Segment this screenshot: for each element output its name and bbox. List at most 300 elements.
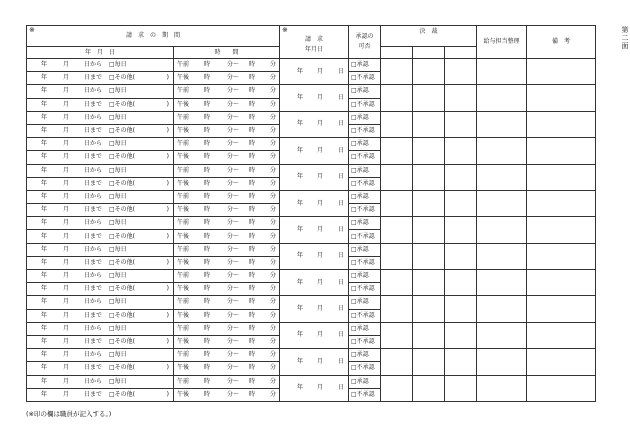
- decision-stamp-1[interactable]: [381, 164, 413, 190]
- request-date-field[interactable]: [280, 190, 349, 216]
- daily-checkbox: □毎日: [109, 192, 127, 200]
- disapprove-checkbox[interactable]: [349, 230, 381, 243]
- approve-label: □承認: [351, 377, 369, 385]
- minute-unit: 分: [270, 153, 277, 161]
- year-unit: 年: [41, 311, 48, 319]
- approve-checkbox[interactable]: [349, 322, 381, 335]
- approve-checkbox[interactable]: [349, 217, 381, 230]
- table-row: [27, 164, 596, 177]
- minute-from-unit: 分～: [227, 245, 240, 253]
- decision-stamp-3[interactable]: [445, 85, 477, 111]
- disapprove-checkbox[interactable]: [349, 388, 381, 401]
- table-row: [27, 296, 596, 309]
- hour-unit: 時: [204, 127, 211, 135]
- hour-unit: 時: [204, 245, 211, 253]
- disapprove-checkbox[interactable]: [349, 335, 381, 348]
- decision-stamp-1[interactable]: [381, 243, 413, 269]
- day-unit: 日: [338, 120, 345, 128]
- end-date-field[interactable]: [27, 283, 174, 296]
- hour-unit: 時: [249, 364, 256, 372]
- start-date-field[interactable]: [27, 349, 174, 362]
- minute-unit: 分: [270, 272, 277, 280]
- disapprove-checkbox[interactable]: [349, 124, 381, 137]
- start-time-field[interactable]: [174, 138, 280, 151]
- payroll-field[interactable]: [477, 59, 527, 85]
- end-date-field[interactable]: [27, 335, 174, 348]
- hour-unit: 時: [204, 377, 211, 385]
- decision-stamp-2[interactable]: [413, 111, 445, 137]
- approve-label: □承認: [351, 351, 369, 359]
- decision-stamp-3[interactable]: [445, 217, 477, 243]
- end-time-field[interactable]: [174, 124, 280, 137]
- approve-checkbox[interactable]: [349, 296, 381, 309]
- request-date-field[interactable]: [280, 349, 349, 375]
- disapprove-label: □不承認: [351, 153, 375, 161]
- remarks-field[interactable]: [527, 322, 596, 348]
- am-label: 午前: [177, 61, 190, 69]
- month-unit: 月: [63, 153, 70, 161]
- decision-stamp-3[interactable]: [445, 190, 477, 216]
- month-unit: 月: [317, 357, 324, 365]
- request-date-field[interactable]: [280, 270, 349, 296]
- decision-stamp-1[interactable]: [381, 138, 413, 164]
- decision-stamp-3[interactable]: [445, 59, 477, 85]
- month-unit: 月: [63, 140, 70, 148]
- from-day-unit: 日から: [84, 87, 103, 95]
- table-row: [27, 270, 596, 283]
- pm-label: 午後: [177, 206, 190, 214]
- year-unit: 年: [41, 74, 48, 82]
- hour-unit: 時: [249, 61, 256, 69]
- request-date-field[interactable]: [280, 375, 349, 401]
- hour-unit: 時: [249, 390, 256, 398]
- hour-unit: 時: [249, 153, 256, 161]
- start-date-field[interactable]: [27, 296, 174, 309]
- end-time-field[interactable]: [174, 335, 280, 348]
- decision-stamp-3[interactable]: [445, 349, 477, 375]
- minute-from-unit: 分～: [227, 166, 240, 174]
- remarks-field[interactable]: [527, 217, 596, 243]
- start-date-field[interactable]: [27, 217, 174, 230]
- hour-unit: 時: [249, 258, 256, 266]
- daily-checkbox: □毎日: [109, 140, 127, 148]
- time-column-header: [174, 47, 280, 59]
- remarks-field[interactable]: [527, 190, 596, 216]
- approve-label: □承認: [351, 61, 369, 69]
- start-time-field[interactable]: [174, 85, 280, 98]
- approve-checkbox[interactable]: [349, 138, 381, 151]
- to-day-unit: 日まで: [84, 127, 103, 135]
- year-unit: 年: [41, 338, 48, 346]
- minute-unit: 分: [270, 364, 277, 372]
- approve-checkbox[interactable]: [349, 349, 381, 362]
- staff-mark: ※: [29, 26, 35, 34]
- end-time-field[interactable]: [174, 362, 280, 375]
- minute-unit: 分: [270, 285, 277, 293]
- decision-label: 決 裁: [419, 28, 438, 35]
- decision-stamp-1[interactable]: [381, 85, 413, 111]
- decision-stamp-2[interactable]: [413, 190, 445, 216]
- disapprove-checkbox[interactable]: [349, 362, 381, 375]
- decision-stamp-3[interactable]: [445, 111, 477, 137]
- decision-stamp-1[interactable]: [381, 375, 413, 401]
- decision-stamp-3[interactable]: [445, 138, 477, 164]
- request-form-table: [26, 25, 596, 402]
- am-label: 午前: [177, 219, 190, 227]
- year-unit: 年: [297, 94, 304, 102]
- decision-stamp-2[interactable]: [413, 164, 445, 190]
- end-time-field[interactable]: [174, 283, 280, 296]
- approval-label: 承認の: [355, 33, 374, 40]
- payroll-field[interactable]: [477, 85, 527, 111]
- disapprove-checkbox[interactable]: [349, 177, 381, 190]
- end-time-field[interactable]: [174, 98, 280, 111]
- hour-unit: 時: [249, 351, 256, 359]
- approve-checkbox[interactable]: [349, 375, 381, 388]
- start-time-field[interactable]: [174, 243, 280, 256]
- hour-unit: 時: [249, 166, 256, 174]
- to-day-unit: 日まで: [84, 153, 103, 161]
- daily-checkbox: □毎日: [109, 113, 127, 121]
- decision-stamp-2[interactable]: [413, 322, 445, 348]
- decision-stamp-2[interactable]: [413, 217, 445, 243]
- request-date-field[interactable]: [280, 111, 349, 137]
- minute-from-unit: 分～: [227, 285, 240, 293]
- minute-from-unit: 分～: [227, 232, 240, 240]
- hour-unit: 時: [249, 285, 256, 293]
- end-time-field[interactable]: [174, 309, 280, 322]
- day-unit: 日: [338, 67, 345, 75]
- approve-label: □承認: [351, 87, 369, 95]
- request-date-field[interactable]: [280, 243, 349, 269]
- end-date-field[interactable]: [27, 388, 174, 401]
- minute-from-unit: 分～: [227, 390, 240, 398]
- start-date-field[interactable]: [27, 322, 174, 335]
- start-time-field[interactable]: [174, 59, 280, 72]
- minute-unit: 分: [270, 298, 277, 306]
- disapprove-checkbox[interactable]: [349, 72, 381, 85]
- request-date-field[interactable]: [280, 59, 349, 85]
- month-unit: 月: [63, 324, 70, 332]
- hour-unit: 時: [204, 166, 211, 174]
- end-date-field[interactable]: [27, 309, 174, 322]
- start-date-field[interactable]: [27, 111, 174, 124]
- start-date-field[interactable]: [27, 375, 174, 388]
- remarks-field[interactable]: [527, 111, 596, 137]
- decision-stamp-3[interactable]: [445, 243, 477, 269]
- end-date-field[interactable]: [27, 362, 174, 375]
- end-date-field[interactable]: [27, 124, 174, 137]
- decision-stamp-3[interactable]: [445, 270, 477, 296]
- end-time-field[interactable]: [174, 230, 280, 243]
- pm-label: 午後: [177, 390, 190, 398]
- decision-stamp-3[interactable]: [445, 322, 477, 348]
- request-date-field[interactable]: [280, 296, 349, 322]
- end-time-field[interactable]: [174, 72, 280, 85]
- start-date-field[interactable]: [27, 138, 174, 151]
- disapprove-checkbox[interactable]: [349, 98, 381, 111]
- remarks-label: 備 考: [552, 38, 571, 45]
- decision-cell-1: [381, 47, 413, 59]
- disapprove-label: □不承認: [351, 338, 375, 346]
- table-row: [27, 138, 596, 151]
- year-unit: 年: [41, 61, 48, 69]
- hour-unit: 時: [249, 206, 256, 214]
- month-unit: 月: [317, 94, 324, 102]
- disapprove-checkbox[interactable]: [349, 204, 381, 217]
- year-unit: 年: [41, 364, 48, 372]
- disapprove-label: □不承認: [351, 206, 375, 214]
- disapprove-checkbox[interactable]: [349, 256, 381, 269]
- hour-unit: 時: [204, 285, 211, 293]
- approve-checkbox[interactable]: [349, 111, 381, 124]
- approve-checkbox[interactable]: [349, 85, 381, 98]
- pm-label: 午後: [177, 258, 190, 266]
- from-day-unit: 日から: [84, 377, 103, 385]
- decision-stamp-1[interactable]: [381, 270, 413, 296]
- payroll-field[interactable]: [477, 322, 527, 348]
- approve-checkbox[interactable]: [349, 243, 381, 256]
- end-date-field[interactable]: [27, 72, 174, 85]
- end-time-field[interactable]: [174, 256, 280, 269]
- end-time-field[interactable]: [174, 204, 280, 217]
- decision-stamp-2[interactable]: [413, 243, 445, 269]
- time-column-label: 時 間: [214, 48, 239, 56]
- table-row: [27, 111, 596, 124]
- remarks-field[interactable]: [527, 296, 596, 322]
- payroll-field[interactable]: [477, 375, 527, 401]
- decision-stamp-1[interactable]: [381, 59, 413, 85]
- remarks-field[interactable]: [527, 243, 596, 269]
- start-time-field[interactable]: [174, 375, 280, 388]
- decision-stamp-1[interactable]: [381, 190, 413, 216]
- period-title: 請 求 の 期 間: [126, 32, 181, 39]
- end-date-field[interactable]: [27, 98, 174, 111]
- year-unit: 年: [41, 377, 48, 385]
- day-unit: 日: [338, 146, 345, 154]
- hour-unit: 時: [204, 206, 211, 214]
- hour-unit: 時: [249, 127, 256, 135]
- decision-stamp-3[interactable]: [445, 375, 477, 401]
- to-day-unit: 日まで: [84, 74, 103, 82]
- minute-unit: 分: [270, 377, 277, 385]
- hour-unit: 時: [204, 232, 211, 240]
- decision-stamp-2[interactable]: [413, 59, 445, 85]
- decision-stamp-2[interactable]: [413, 375, 445, 401]
- remarks-field[interactable]: [527, 349, 596, 375]
- approve-checkbox[interactable]: [349, 190, 381, 203]
- close-paren: ): [166, 258, 169, 266]
- hour-unit: 時: [249, 311, 256, 319]
- month-unit: 月: [63, 87, 70, 95]
- month-unit: 月: [317, 384, 324, 392]
- payroll-field[interactable]: [477, 190, 527, 216]
- decision-stamp-1[interactable]: [381, 111, 413, 137]
- decision-stamp-2[interactable]: [413, 296, 445, 322]
- minute-from-unit: 分～: [227, 298, 240, 306]
- year-unit: 年: [41, 179, 48, 187]
- remarks-field[interactable]: [527, 375, 596, 401]
- other-checkbox: □その他(: [109, 364, 136, 372]
- start-date-field[interactable]: [27, 85, 174, 98]
- decision-cell-3: [445, 47, 477, 59]
- approve-label: □承認: [351, 298, 369, 306]
- day-unit: 日: [338, 384, 345, 392]
- payroll-field[interactable]: [477, 111, 527, 137]
- remarks-header: [527, 26, 596, 59]
- start-time-field[interactable]: [174, 164, 280, 177]
- to-day-unit: 日まで: [84, 100, 103, 108]
- payroll-field[interactable]: [477, 164, 527, 190]
- start-date-field[interactable]: [27, 190, 174, 203]
- request-date-field[interactable]: [280, 138, 349, 164]
- disapprove-checkbox[interactable]: [349, 283, 381, 296]
- to-day-unit: 日まで: [84, 311, 103, 319]
- approve-checkbox[interactable]: [349, 270, 381, 283]
- payroll-field[interactable]: [477, 243, 527, 269]
- minute-from-unit: 分～: [227, 87, 240, 95]
- start-date-field[interactable]: [27, 270, 174, 283]
- payroll-field[interactable]: [477, 217, 527, 243]
- disapprove-label: □不承認: [351, 364, 375, 372]
- payroll-field[interactable]: [477, 349, 527, 375]
- pm-label: 午後: [177, 100, 190, 108]
- day-unit: 日: [338, 199, 345, 207]
- start-time-field[interactable]: [174, 111, 280, 124]
- end-date-field[interactable]: [27, 204, 174, 217]
- disapprove-checkbox[interactable]: [349, 309, 381, 322]
- year-unit: 年: [41, 206, 48, 214]
- start-time-field[interactable]: [174, 322, 280, 335]
- hour-unit: 時: [249, 74, 256, 82]
- decision-stamp-1[interactable]: [381, 217, 413, 243]
- month-unit: 月: [63, 179, 70, 187]
- end-time-field[interactable]: [174, 151, 280, 164]
- am-label: 午前: [177, 377, 190, 385]
- disapprove-checkbox[interactable]: [349, 151, 381, 164]
- month-unit: 月: [317, 331, 324, 339]
- decision-stamp-3[interactable]: [445, 296, 477, 322]
- year-unit: 年: [297, 120, 304, 128]
- end-date-field[interactable]: [27, 177, 174, 190]
- minute-unit: 分: [270, 219, 277, 227]
- other-checkbox: □その他(: [109, 338, 136, 346]
- close-paren: ): [166, 311, 169, 319]
- hour-unit: 時: [204, 192, 211, 200]
- date-column-header: [27, 47, 174, 59]
- pm-label: 午後: [177, 338, 190, 346]
- day-unit: 日: [338, 252, 345, 260]
- hour-unit: 時: [204, 324, 211, 332]
- hour-unit: 時: [249, 298, 256, 306]
- am-label: 午前: [177, 298, 190, 306]
- remarks-field[interactable]: [527, 138, 596, 164]
- month-unit: 月: [63, 338, 70, 346]
- hour-unit: 時: [204, 61, 211, 69]
- minute-unit: 分: [270, 245, 277, 253]
- from-day-unit: 日から: [84, 324, 103, 332]
- month-unit: 月: [63, 245, 70, 253]
- request-date-field[interactable]: [280, 164, 349, 190]
- decision-stamp-3[interactable]: [445, 164, 477, 190]
- remarks-field[interactable]: [527, 164, 596, 190]
- payroll-field[interactable]: [477, 270, 527, 296]
- remarks-field[interactable]: [527, 59, 596, 85]
- pm-label: 午後: [177, 311, 190, 319]
- request-date-field[interactable]: [280, 217, 349, 243]
- disapprove-label: □不承認: [351, 127, 375, 135]
- request-date-header: [280, 26, 349, 59]
- minute-unit: 分: [270, 232, 277, 240]
- table-row: [27, 190, 596, 203]
- payroll-label: 給与担当整理: [483, 38, 520, 45]
- decision-stamp-2[interactable]: [413, 85, 445, 111]
- start-time-field[interactable]: [174, 270, 280, 283]
- hour-unit: 時: [249, 377, 256, 385]
- decision-stamp-2[interactable]: [413, 138, 445, 164]
- start-time-field[interactable]: [174, 217, 280, 230]
- year-unit: 年: [41, 153, 48, 161]
- year-unit: 年: [297, 225, 304, 233]
- start-date-field[interactable]: [27, 164, 174, 177]
- decision-stamp-1[interactable]: [381, 322, 413, 348]
- month-unit: 月: [317, 120, 324, 128]
- hour-unit: 時: [204, 74, 211, 82]
- request-date-field[interactable]: [280, 322, 349, 348]
- to-day-unit: 日まで: [84, 364, 103, 372]
- remarks-field[interactable]: [527, 85, 596, 111]
- minute-unit: 分: [270, 311, 277, 319]
- decision-stamp-2[interactable]: [413, 349, 445, 375]
- minute-unit: 分: [270, 113, 277, 121]
- decision-stamp-1[interactable]: [381, 349, 413, 375]
- start-time-field[interactable]: [174, 190, 280, 203]
- decision-stamp-2[interactable]: [413, 270, 445, 296]
- daily-checkbox: □毎日: [109, 351, 127, 359]
- end-date-field[interactable]: [27, 256, 174, 269]
- year-unit: 年: [297, 199, 304, 207]
- start-date-field[interactable]: [27, 243, 174, 256]
- approval-label-2: 可否: [358, 43, 371, 50]
- minute-from-unit: 分～: [227, 153, 240, 161]
- to-day-unit: 日まで: [84, 338, 103, 346]
- decision-stamp-1[interactable]: [381, 296, 413, 322]
- table-row: [27, 322, 596, 335]
- hour-unit: 時: [204, 87, 211, 95]
- other-checkbox: □その他(: [109, 311, 136, 319]
- end-date-field[interactable]: [27, 151, 174, 164]
- hour-unit: 時: [204, 364, 211, 372]
- approve-checkbox[interactable]: [349, 59, 381, 72]
- start-time-field[interactable]: [174, 349, 280, 362]
- end-time-field[interactable]: [174, 388, 280, 401]
- request-date-field[interactable]: [280, 85, 349, 111]
- payroll-field[interactable]: [477, 138, 527, 164]
- end-date-field[interactable]: [27, 230, 174, 243]
- am-label: 午前: [177, 324, 190, 332]
- start-time-field[interactable]: [174, 296, 280, 309]
- remarks-field[interactable]: [527, 270, 596, 296]
- year-unit: 年: [41, 285, 48, 293]
- start-date-field[interactable]: [27, 59, 174, 72]
- approve-label: □承認: [351, 192, 369, 200]
- hour-unit: 時: [249, 338, 256, 346]
- hour-unit: 時: [249, 100, 256, 108]
- end-time-field[interactable]: [174, 177, 280, 190]
- period-header: [27, 26, 280, 47]
- approve-checkbox[interactable]: [349, 164, 381, 177]
- payroll-field[interactable]: [477, 296, 527, 322]
